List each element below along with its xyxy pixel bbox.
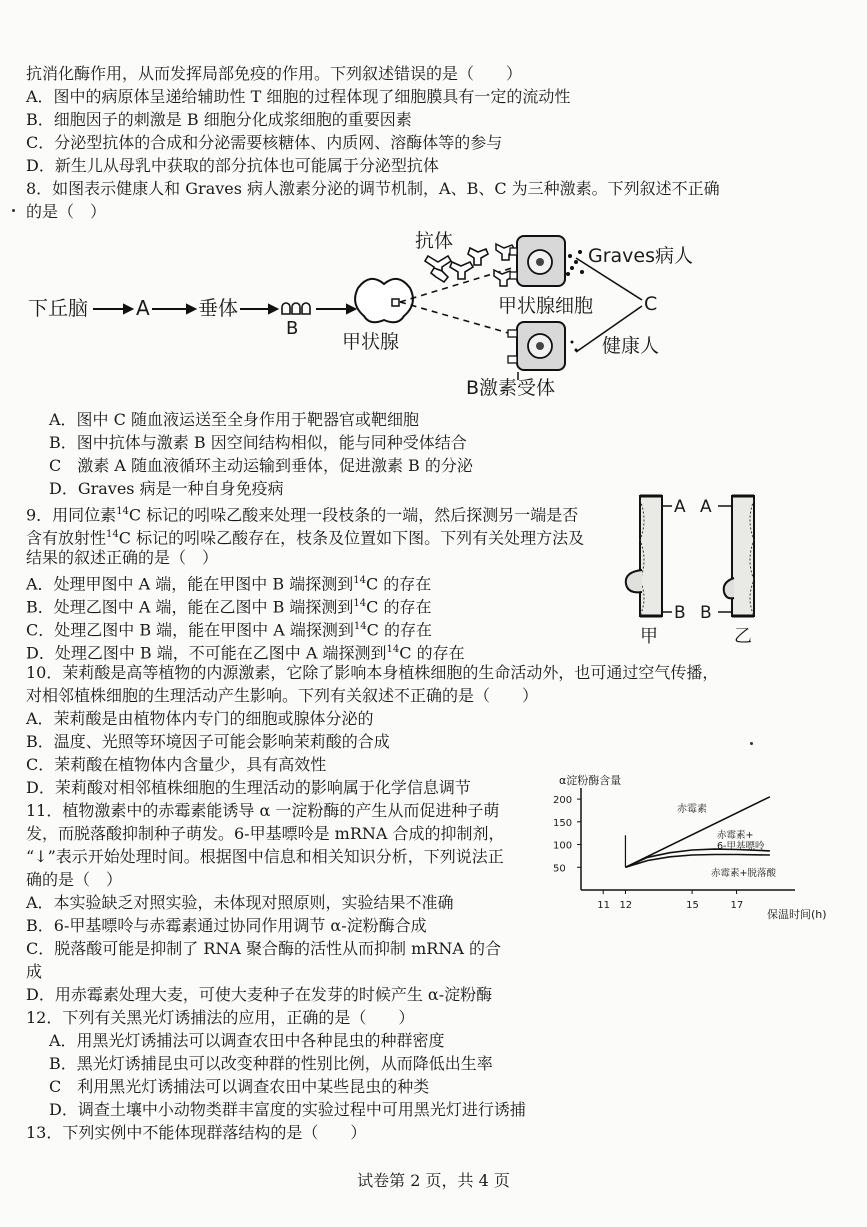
dashed-links [400,268,512,334]
q11-stem-line1: 11．植物激素中的赤霉素能诱导 α 一淀粉酶的产生从而促进种子萌 [26,801,500,820]
jia-a-label: A [674,497,686,517]
chart-y-tick-label: 100 [553,840,573,852]
q7-stem-continued: 抗消化酶作用，从而发挥局部免疫的作用。下列叙述错误的是（ ） [26,64,523,83]
q12-stem: 12．下列有关黑光灯诱捕法的应用，正确的是（ ） [26,1008,415,1027]
q9-figure [610,490,770,650]
chart-x-tick-label: 11 [597,900,610,911]
q8-option-b: B．图中抗体与激素 B 因空间结构相似，能与同种受体结合 [49,433,467,452]
q12-option-d: D．调查土壤中小动物类群丰富度的实验过程中可用黑光灯进行诱捕 [49,1100,526,1119]
q9-stem-line3: 结果的叙述正确的是（ ） [26,548,219,567]
yi-b-label: B [700,603,712,623]
q11-stem-line2: 发，而脱落酸抑制种子萌发。6-甲基嘌呤是 mRNA 合成的抑制剂， [26,824,505,843]
q11-option-b: B．6-甲基嘌呤与赤霉素通过协同作用调节 α-淀粉酶合成 [26,916,427,935]
q9-option-b: B．处理乙图中 A 端，能在乙图中 B 端探测到$^{14}$C 的存在 [26,597,432,617]
hormone-b-molecules-icon [282,303,310,314]
chart-xlabel: 保温时间(h) [767,908,827,921]
q10-option-a: A．茉莉酸是由植物体内专门的细胞或腺体分泌的 [26,709,374,728]
q7-option-c: C．分泌型抗体的合成和分泌需要核糖体、内质网、溶酶体等的参与 [26,133,503,152]
chart-y-tick-label: 50 [553,863,566,875]
antibody-icon [425,248,488,282]
chart-x-tick-label: 17 [730,900,744,911]
chart-series-label: 赤霉素 [677,804,707,815]
graves-thyroid-cell-icon [494,236,584,286]
scan-speck [750,742,753,745]
q8-figure [20,222,720,404]
q10-option-d: D．茉莉酸对相邻植株细胞的生理活动的影响属于化学信息调节 [26,778,471,797]
q9-option-a: A．处理甲图中 A 端，能在甲图中 B 端探测到$^{14}$C 的存在 [26,574,432,594]
receptor-label: B激素受体 [466,377,556,399]
graves-label: Graves病人 [588,245,694,267]
q10-option-c: C．茉莉酸在植物体内含量少，具有高效性 [26,755,327,774]
hormone-b-label: B [286,318,299,339]
q8-option-a: A．图中 C 随血液运送至全身作用于靶器官或靶细胞 [49,410,419,429]
q9-stem-line1: 9．用同位素$^{14}$C 标记的吲哚乙酸来处理一段枝条的一端，然后探测另一端是否 [26,505,579,525]
q11-chart [535,772,860,932]
q8-option-d: D．Graves 病是一种自身免疫病 [49,479,284,498]
q12-option-c: C 利用黑光灯诱捕法可以调查农田中某些昆虫的种类 [49,1077,430,1096]
chart-x-tick-label: 12 [619,900,633,911]
chart-x-tick-label: 15 [686,900,699,911]
receptor-icon [508,330,517,337]
q7-option-d: D．新生儿从母乳中获取的部分抗体也可能属于分泌型抗体 [26,156,439,175]
q12-option-a: A．用黑光灯诱捕法可以调查农田中各种昆虫的种群密度 [49,1031,445,1050]
yi-a-label: A [700,497,712,517]
q7-option-a: A．图中的病原体呈递给辅助性 T 细胞的过程体现了细胞膜具有一定的流动性 [26,87,571,106]
healthy-thyroid-cell-icon [508,322,578,380]
q10-stem-line2: 对相邻植株细胞的生理活动产生影响。下列有关叙述不正确的是（ ） [26,686,539,705]
yi-label: 乙 [734,626,752,647]
chart-ylabel: α淀粉酶含量 [559,774,622,787]
hypothalamus-label: 下丘脑 [28,296,88,320]
receptor-icon [508,356,517,363]
jia-b-label: B [674,603,686,623]
q10-option-b: B．温度、光照等环境因子可能会影响茉莉酸的合成 [26,732,390,751]
page-footer: 试卷第 2 页，共 4 页 [357,1171,510,1190]
chart-y-tick-label: 150 [553,817,573,829]
q11-option-d: D．用赤霉素处理大麦，可使大麦种子在发芽的时候产生 α-淀粉酶 [26,985,493,1004]
q8-stem-line2: 的是（ ） [26,202,107,221]
antibody-label: 抗体 [415,230,454,252]
q8-stem-line1: 8．如图表示健康人和 Graves 病人激素分泌的调节机制，A、B、C 为三种激素。下列叙述不正确 [26,179,720,198]
branch-yi-icon [724,496,754,616]
q11-stem-line4: 确的是（ ） [26,870,123,889]
q11-option-c-line1: C．脱落酸可能是抑制了 RNA 聚合酶的活性从而抑制 mRNA 的合 [26,939,501,958]
hormone-c-label: C [644,293,658,315]
q11-option-a: A．本实验缺乏对照实验，未体现对照原则，实验结果不准确 [26,893,454,912]
thyroid-label: 甲状腺 [342,331,400,353]
q12-option-b: B．黑光灯诱捕昆虫可以改变种群的性别比例，从而降低出生率 [49,1054,493,1073]
q11-stem-line3: “↓”表示开始处理时间。根据图中信息和相关知识分析，下列说法正 [26,847,504,866]
chart-series-label: 赤霉素+ [717,830,754,841]
chart-series-label: 6-甲基嘌呤 [717,841,765,852]
scan-speck [12,209,15,212]
q10-stem-line1: 10．茉莉酸是高等植物的内源激素，它除了影响本身植株细胞的生命活动外，也可通过空气传播， [26,663,719,682]
q7-option-b: B．细胞因子的刺激是 B 细胞分化成浆细胞的重要因素 [26,110,412,129]
q8-option-c: C 激素 A 随血液循环主动运输到垂体，促进激素 B 的分泌 [49,456,473,475]
healthy-label: 健康人 [602,335,660,357]
q9-option-c: C．处理乙图中 B 端，能在甲图中 A 端探测到$^{14}$C 的存在 [26,620,432,640]
chart-y-tick-label: 200 [553,795,573,807]
jia-label: 甲 [640,626,658,647]
chart-series-label: 赤霉素+脱落酸 [711,868,776,879]
q9-option-d: D．处理乙图中 B 端，不可能在乙图中 A 端探测到$^{14}$C 的存在 [26,643,465,663]
pituitary-label: 垂体 [198,296,238,320]
q11-option-c-line2: 成 [26,962,43,981]
thyroid-cell-label: 甲状腺细胞 [498,295,594,317]
branch-jia-icon [626,496,662,616]
q13-stem: 13．下列实例中不能体现群落结构的是（ ） [26,1123,367,1142]
q9-stem-line2: 含有放射性$^{14}$C 标记的吲哚乙酸存在，枝条及位置如下图。下列有关处理方法及 [26,528,585,548]
hormone-a-label: A [136,296,150,320]
